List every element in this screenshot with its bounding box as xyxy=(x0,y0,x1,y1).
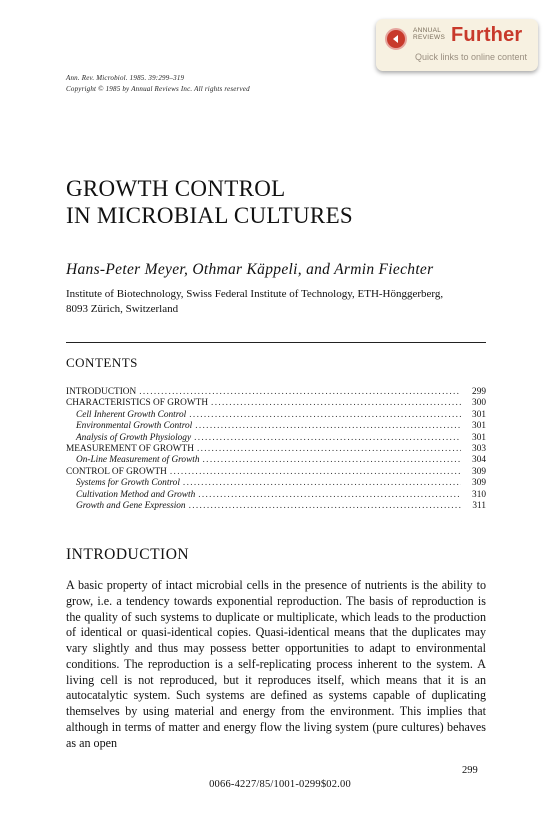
toc-page: 301 xyxy=(472,432,486,443)
section-heading: INTRODUCTION xyxy=(66,546,190,563)
toc-page: 303 xyxy=(472,443,486,454)
toc-page: 299 xyxy=(472,387,486,397)
toc-page: 304 xyxy=(472,455,486,466)
toc-label: Systems for Growth Control xyxy=(76,478,180,489)
toc-subentry[interactable] xyxy=(66,410,486,421)
toc-leader xyxy=(195,421,461,432)
toc-page: 310 xyxy=(472,489,486,500)
toc-leader xyxy=(139,387,461,398)
affiliation-line2: 8093 Zürich, Switzerland xyxy=(66,303,179,315)
toc-label: Cultivation Method and Growth xyxy=(76,489,196,500)
toc-entry[interactable] xyxy=(66,398,486,409)
affiliation-line1: Institute of Biotechnology, Swiss Federal Institute of Technology, ETH-Hönggerberg, xyxy=(66,288,444,300)
publisher-line1: ANNUAL xyxy=(413,27,442,34)
further-banner[interactable] xyxy=(376,19,538,71)
page-number: 299 xyxy=(462,765,478,776)
toc-leader xyxy=(203,455,461,466)
article-title-line1: GROWTH CONTROL xyxy=(66,176,286,201)
article-title-line2: IN MICROBIAL CULTURES xyxy=(66,203,354,228)
contents-heading: CONTENTS xyxy=(66,355,138,370)
toc-subentry[interactable] xyxy=(66,501,486,512)
toc-label: CONTROL OF GROWTH xyxy=(66,466,167,477)
toc-leader xyxy=(211,398,461,409)
toc-page: 301 xyxy=(472,421,486,432)
toc-label: Cell Inherent Growth Control xyxy=(76,409,187,420)
toc-subentry[interactable] xyxy=(66,421,486,432)
toc-leader xyxy=(189,410,461,421)
copyright-line: Copyright © 1985 by Annual Reviews Inc. All rights reserved xyxy=(66,85,250,93)
toc-page: 309 xyxy=(472,478,486,489)
toc-entry[interactable] xyxy=(66,467,486,478)
body-paragraph: A basic property of intact microbial cells in the presence of nutrients is the ability to grow, i.e. a tendency towards exponential reproduction. The basis of reproduction is the quality of such systems to duplicate or multiplicate, which leads to the production of identical or quasi-identical copies. Quasi-identical means that the duplicates may vary slightly and thus may possess better opportunities to adapt to environmental conditions. The reproduction is a self-replicating process inherent to the system. A living cell is not reproduced, but it reproduces itself, which means that it is an autocatalytic system. Such systems are defined as systems capable of duplicating themselves by using material and energy from the environment. This implies that although in terms of matter and energy flow the living system (pure cultures) behaves as an open xyxy=(66,578,486,750)
article-code: 0066-4227/85/1001-0299$02.00 xyxy=(209,779,351,790)
tagline[interactable]: Quick links to online content xyxy=(415,52,528,62)
toc-subentry[interactable] xyxy=(66,433,486,444)
toc-label: Environmental Growth Control xyxy=(76,421,193,432)
toc-subentry[interactable] xyxy=(66,455,486,466)
toc-label: MEASUREMENT OF GROWTH xyxy=(66,443,194,454)
toc-entry[interactable] xyxy=(66,444,486,455)
toc-leader xyxy=(189,501,461,512)
publisher-line2: REVIEWS xyxy=(413,34,446,41)
toc-label: On-Line Measurement of Growth xyxy=(76,455,200,466)
brand-label: Further xyxy=(451,24,523,46)
toc-page: 309 xyxy=(472,466,486,477)
divider xyxy=(66,342,486,343)
toc-subentry[interactable] xyxy=(66,478,486,489)
publisher-logo xyxy=(413,27,445,41)
table-of-contents xyxy=(66,387,486,512)
toc-page: 300 xyxy=(472,398,486,409)
toc-leader xyxy=(197,444,461,455)
toc-leader xyxy=(170,467,461,478)
toc-entry[interactable] xyxy=(66,387,486,398)
toc-page: 301 xyxy=(472,409,486,420)
play-icon[interactable] xyxy=(385,28,407,50)
toc-label: INTRODUCTION xyxy=(66,387,137,397)
toc-label: Analysis of Growth Physiology xyxy=(76,432,192,443)
toc-leader xyxy=(194,433,461,444)
toc-label: CHARACTERISTICS OF GROWTH xyxy=(66,398,209,409)
authors: Hans-Peter Meyer, Othmar Käppeli, and Armin Fiechter xyxy=(66,261,434,278)
toc-label: Growth and Gene Expression xyxy=(76,500,186,511)
toc-page: 311 xyxy=(472,500,486,511)
toc-subentry[interactable] xyxy=(66,490,486,501)
citation-line1: Ann. Rev. Microbiol. 1985. 39:299–319 xyxy=(66,74,185,82)
toc-leader xyxy=(198,490,461,501)
toc-leader xyxy=(183,478,461,489)
